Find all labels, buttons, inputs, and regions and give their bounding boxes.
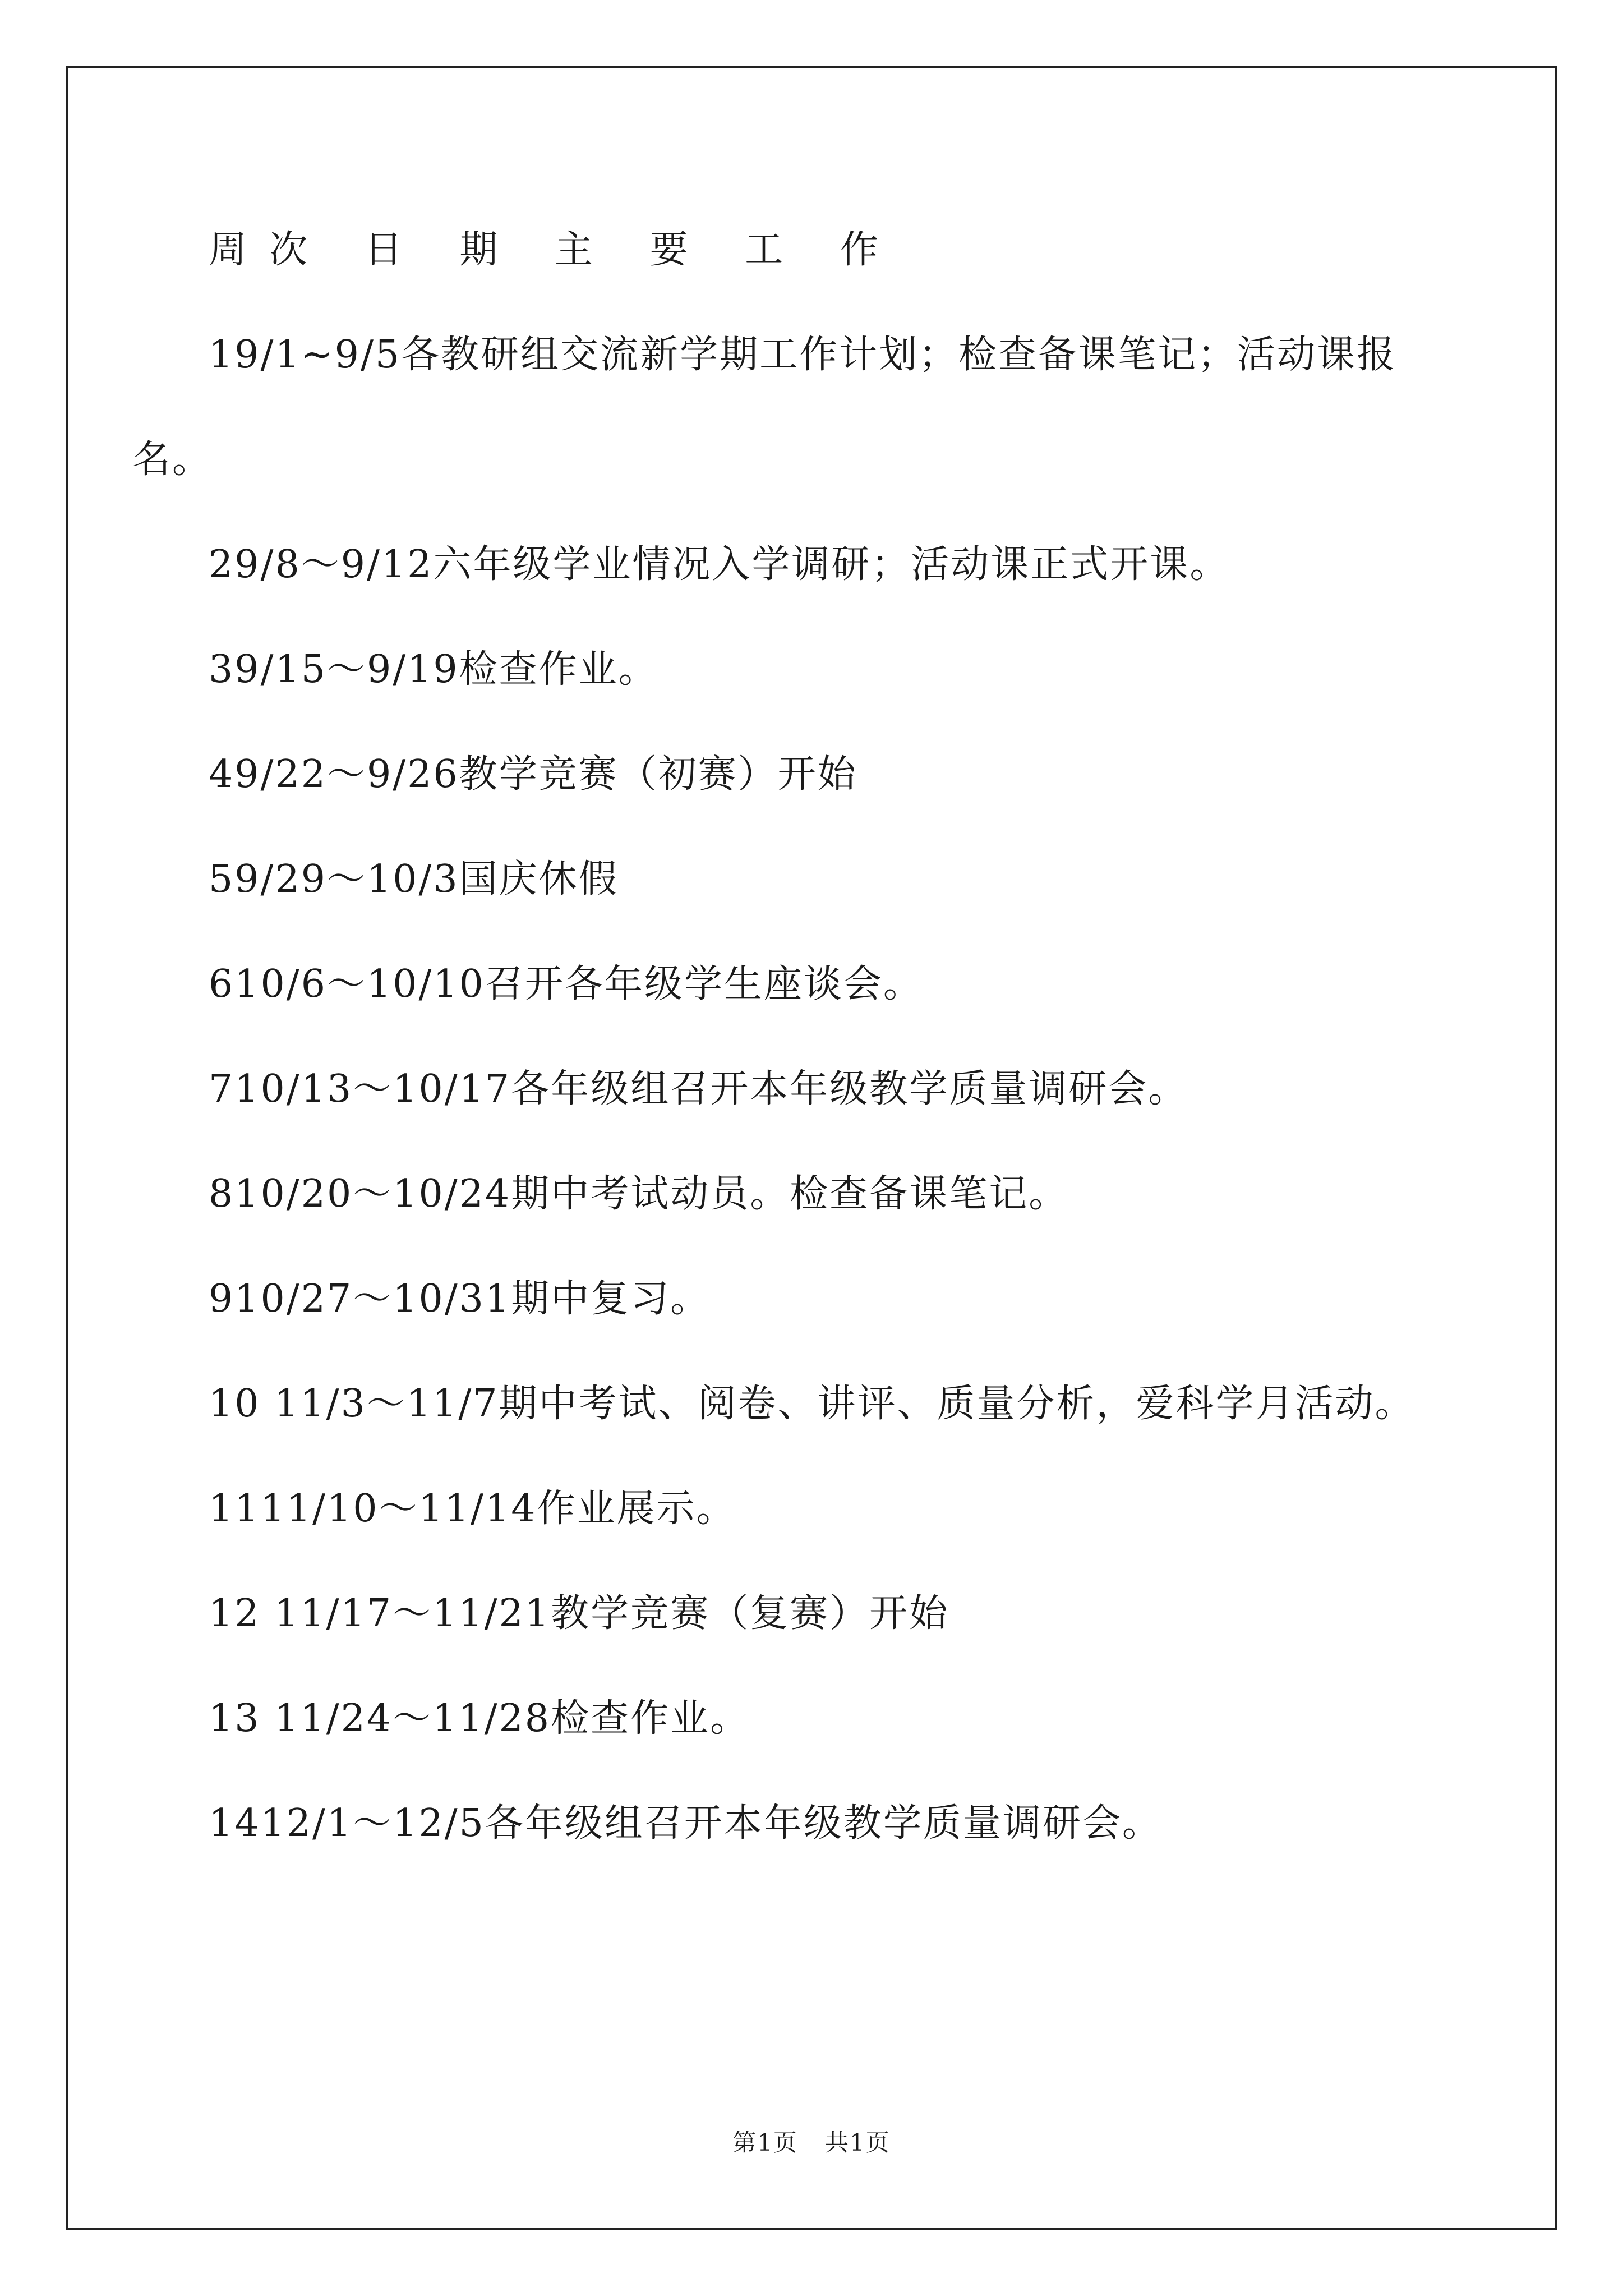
schedule-row: 1111/10～11/14作业展示。: [209, 1487, 736, 1531]
schedule-row: 39/15～9/19检查作业。: [209, 647, 658, 692]
page-footer: [0, 2126, 1623, 2160]
schedule-row: 10 11/3～11/7期中考试、阅卷、讲评、质量分析，爱科学月活动。: [209, 1382, 1415, 1426]
schedule-row: 1412/1～12/5各年级组召开本年级教学质量调研会。: [209, 1801, 1162, 1846]
page-number: 第1页: [732, 2129, 798, 2156]
schedule-row: 19/1~9/5各教研组交流新学期工作计划；检查备课笔记；活动课报名。: [132, 333, 1397, 482]
document-body: [132, 197, 1445, 1876]
schedule-row: 610/6～10/10召开各年级学生座谈会。: [209, 962, 923, 1006]
header-row: 周次 日 期 主 要 工 作: [209, 228, 901, 272]
schedule-row: 910/27～10/31期中复习。: [209, 1277, 711, 1321]
schedule-row: 59/29～10/3国庆休假: [209, 857, 619, 901]
schedule-row: 810/20～10/24期中考试动员。检查备课笔记。: [209, 1172, 1069, 1216]
schedule-row: 13 11/24～11/28检查作业。: [209, 1696, 750, 1741]
schedule-row: 12 11/17～11/21教学竞赛（复赛）开始: [209, 1591, 949, 1636]
schedule-row: 49/22～9/26教学竞赛（初赛）开始: [209, 752, 857, 797]
page-count: 共1页: [825, 2129, 891, 2156]
schedule-row: 710/13～10/17各年级组召开本年级教学质量调研会。: [209, 1067, 1188, 1111]
schedule-row: 29/8～9/12六年级学业情况入学调研；活动课正式开课。: [209, 542, 1230, 587]
